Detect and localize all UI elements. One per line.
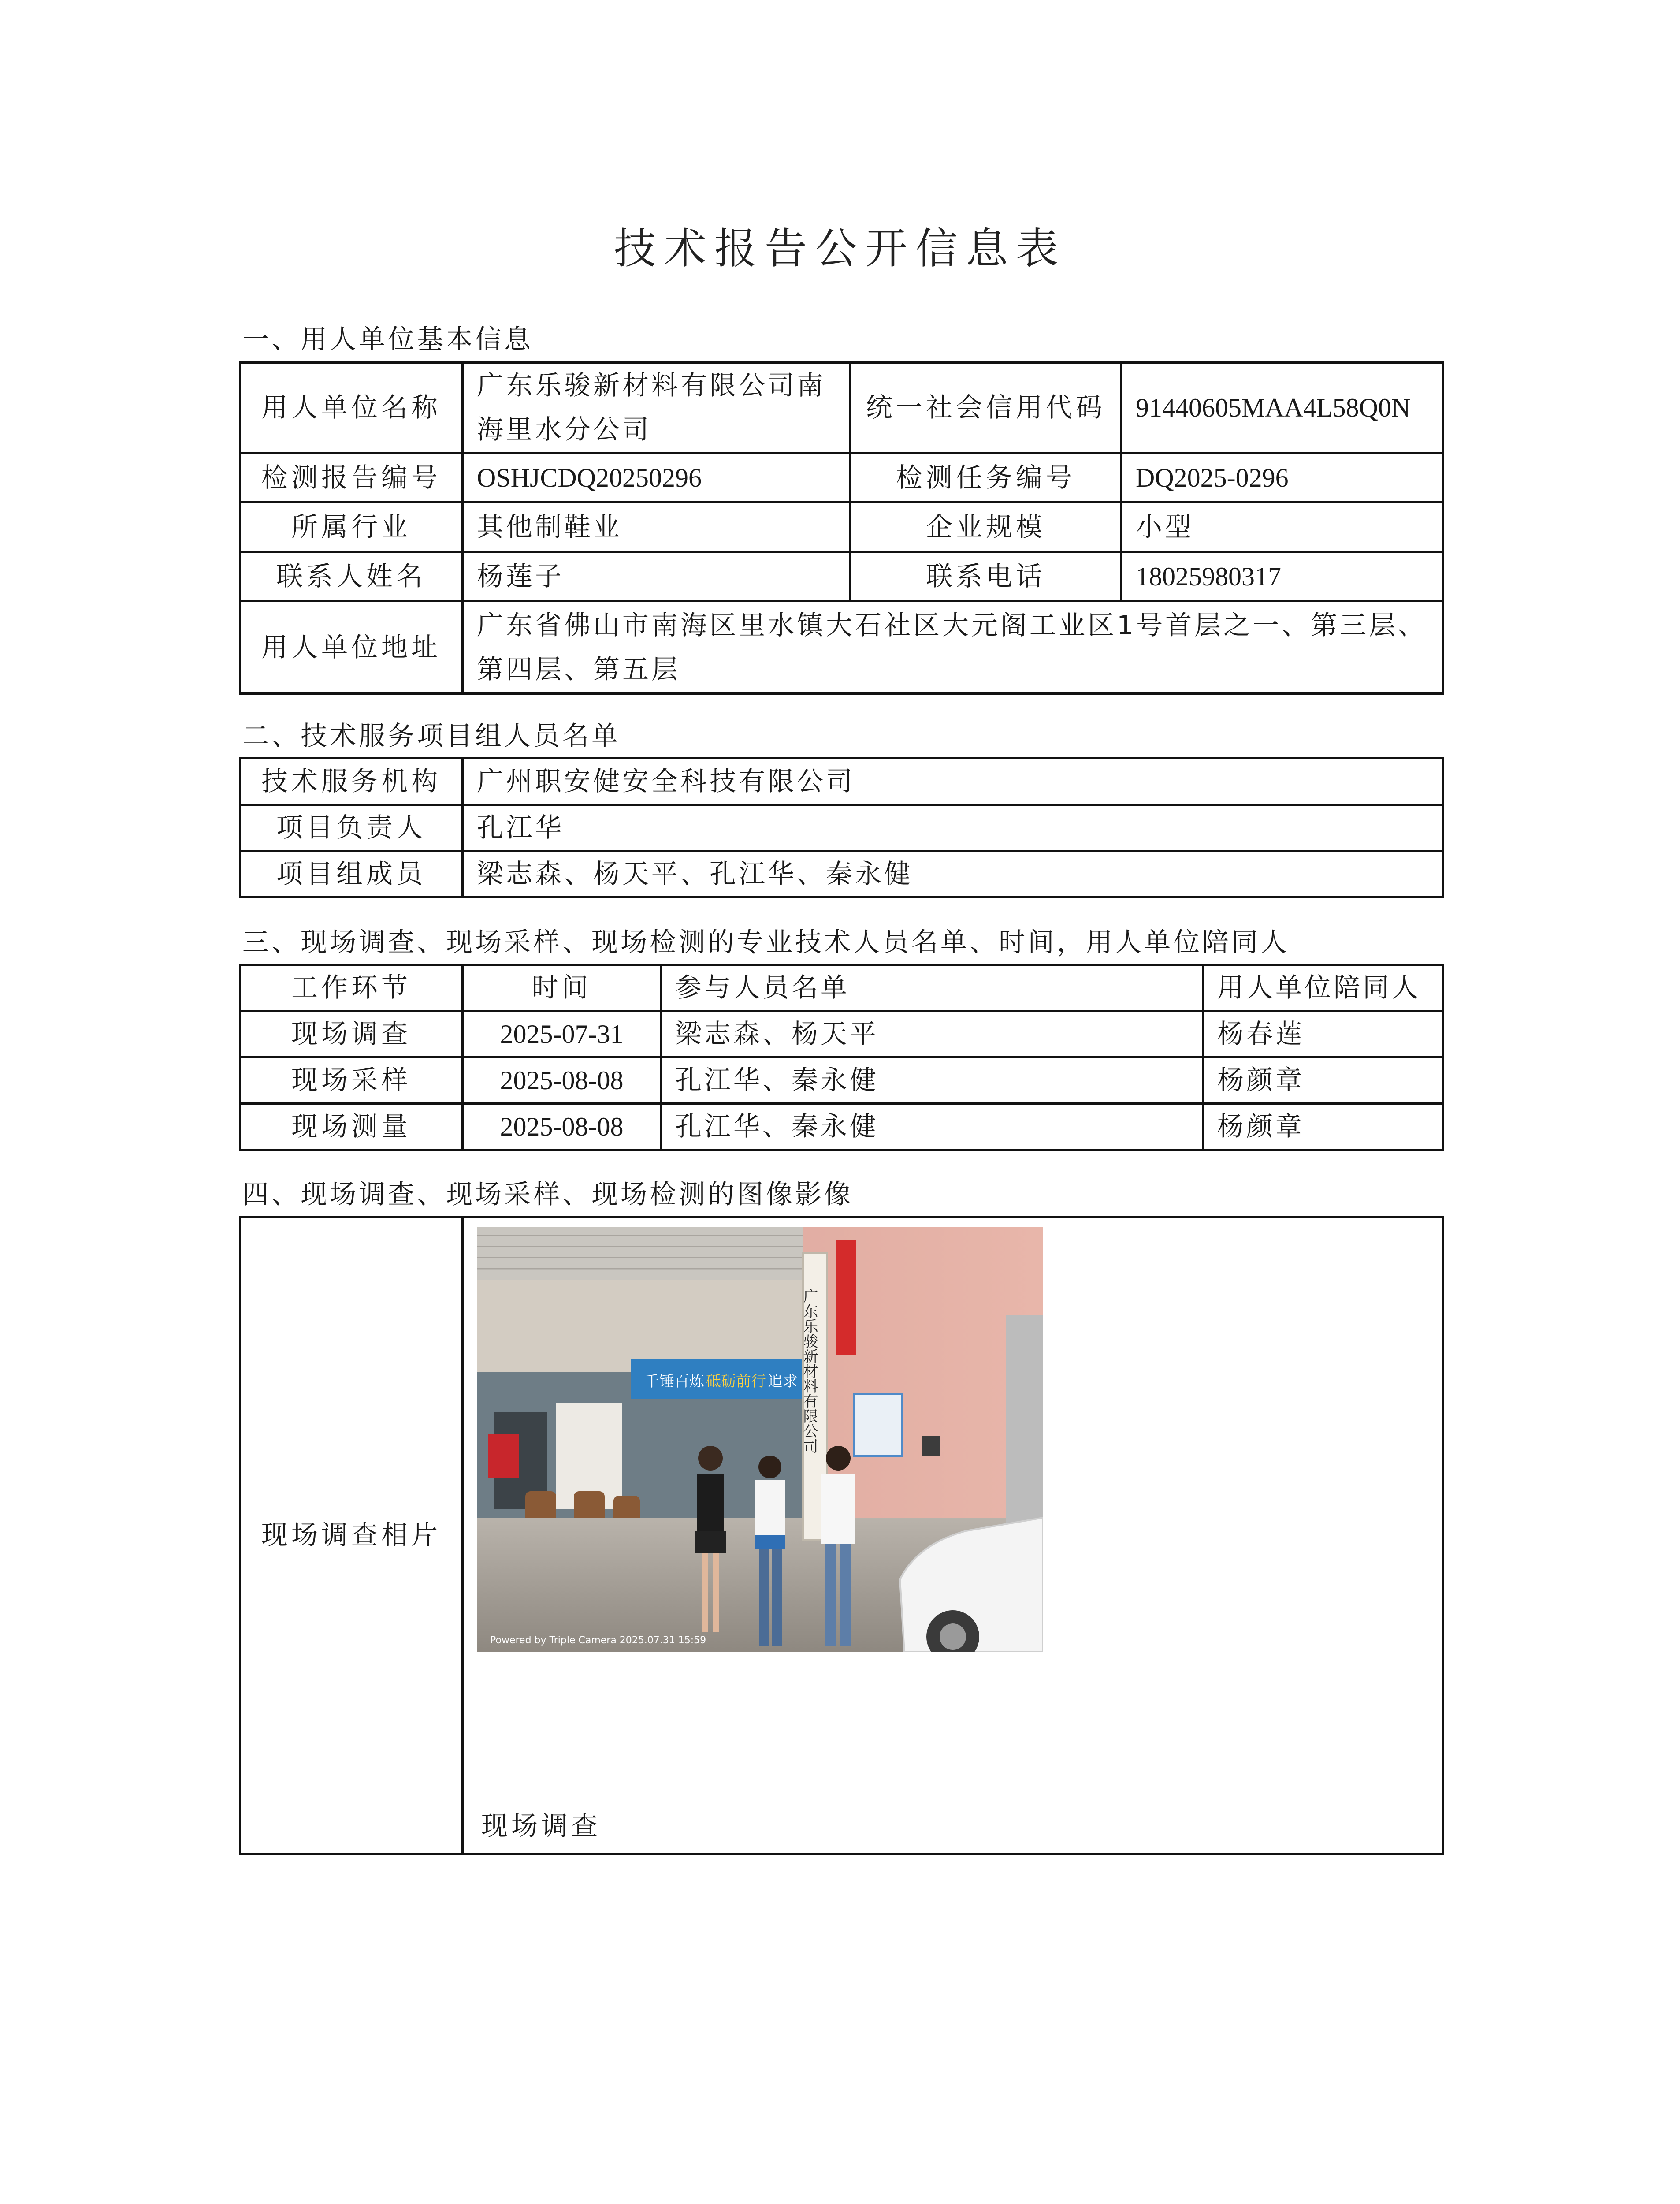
stage-cell: 现场测量 (240, 1104, 463, 1150)
wall-sign-text: 广东乐骏新材料有限公司 (800, 1288, 818, 1453)
credit-code-value: 91440605MAA4L58Q0N (1122, 363, 1443, 453)
phone-value: 18025980317 (1122, 552, 1443, 601)
unit-name-value: 广东乐骏新材料有限公司南海里水分公司 (463, 363, 851, 453)
header-stage: 工作环节 (240, 965, 463, 1011)
photo-watermark: Powered by Triple Camera 2025.07.31 15:59 (490, 1635, 706, 1646)
banner-mid-text: 砥砺前行 (706, 1373, 766, 1390)
companion-cell: 杨颜章 (1203, 1057, 1443, 1104)
report-no-label: 检测报告编号 (240, 453, 463, 503)
members-label: 项目组成员 (240, 851, 463, 897)
credit-code-label: 统一社会信用代码 (851, 363, 1122, 453)
time-cell: 2025-08-08 (463, 1104, 661, 1150)
banner-left-text: 千锤百炼 (644, 1373, 704, 1390)
scale-label: 企业规模 (851, 503, 1122, 552)
companion-cell: 杨春莲 (1203, 1011, 1443, 1057)
leader-value: 孔江华 (463, 805, 1443, 851)
table-row (240, 1011, 1443, 1057)
table-row (240, 1057, 1443, 1104)
participants-cell: 梁志森、杨天平 (661, 1011, 1203, 1057)
section1-heading: 一、用人单位基本信息 (242, 324, 533, 355)
banner-right-text: 追求 (768, 1373, 798, 1390)
task-no-label: 检测任务编号 (851, 453, 1122, 503)
org-value: 广州职安健安全科技有限公司 (463, 759, 1443, 805)
members-value: 梁志森、杨天平、孔江华、秦永健 (463, 851, 1443, 897)
section3-heading: 三、现场调查、现场采样、现场检测的专业技术人员名单、时间，用人单位陪同人 (242, 927, 1290, 958)
stage-cell: 现场调查 (240, 1011, 463, 1057)
companion-cell: 杨颜章 (1203, 1104, 1443, 1150)
task-no-value: DQ2025-0296 (1122, 453, 1443, 503)
site-survey-photo (477, 1227, 1043, 1652)
header-participants: 参与人员名单 (661, 965, 1203, 1011)
photo-cell (463, 1217, 1443, 1854)
industry-value: 其他制鞋业 (463, 503, 851, 552)
participants-cell: 孔江华、秦永健 (661, 1104, 1203, 1150)
stage-cell: 现场采样 (240, 1057, 463, 1104)
address-label: 用人单位地址 (240, 601, 463, 694)
table-row (240, 1104, 1443, 1150)
header-companion: 用人单位陪同人 (1203, 965, 1443, 1011)
image-table (239, 1216, 1444, 1855)
team-table (239, 757, 1444, 898)
industry-label: 所属行业 (240, 503, 463, 552)
fieldwork-table (239, 964, 1444, 1151)
basic-info-table (239, 361, 1444, 695)
photo-caption: 现场调查 (481, 1811, 601, 1842)
leader-label: 项目负责人 (240, 805, 463, 851)
page-title: 技术报告公开信息表 (614, 224, 1066, 273)
address-value: 广东省佛山市南海区里水镇大石社区大元阁工业区1号首层之一、第三层、第四层、第五层 (463, 601, 1443, 694)
contact-value: 杨莲子 (463, 552, 851, 601)
photo-row-label: 现场调查相片 (240, 1217, 463, 1854)
section4-heading: 四、现场调查、现场采样、现场检测的图像影像 (242, 1179, 853, 1210)
time-cell: 2025-07-31 (463, 1011, 661, 1057)
header-time: 时间 (463, 965, 661, 1011)
unit-name-label: 用人单位名称 (240, 363, 463, 453)
scale-value: 小型 (1122, 503, 1443, 552)
time-cell: 2025-08-08 (463, 1057, 661, 1104)
org-label: 技术服务机构 (240, 759, 463, 805)
report-no-value: OSHJCDQ20250296 (463, 453, 851, 503)
phone-label: 联系电话 (851, 552, 1122, 601)
participants-cell: 孔江华、秦永健 (661, 1057, 1203, 1104)
section2-heading: 二、技术服务项目组人员名单 (242, 721, 621, 752)
contact-label: 联系人姓名 (240, 552, 463, 601)
